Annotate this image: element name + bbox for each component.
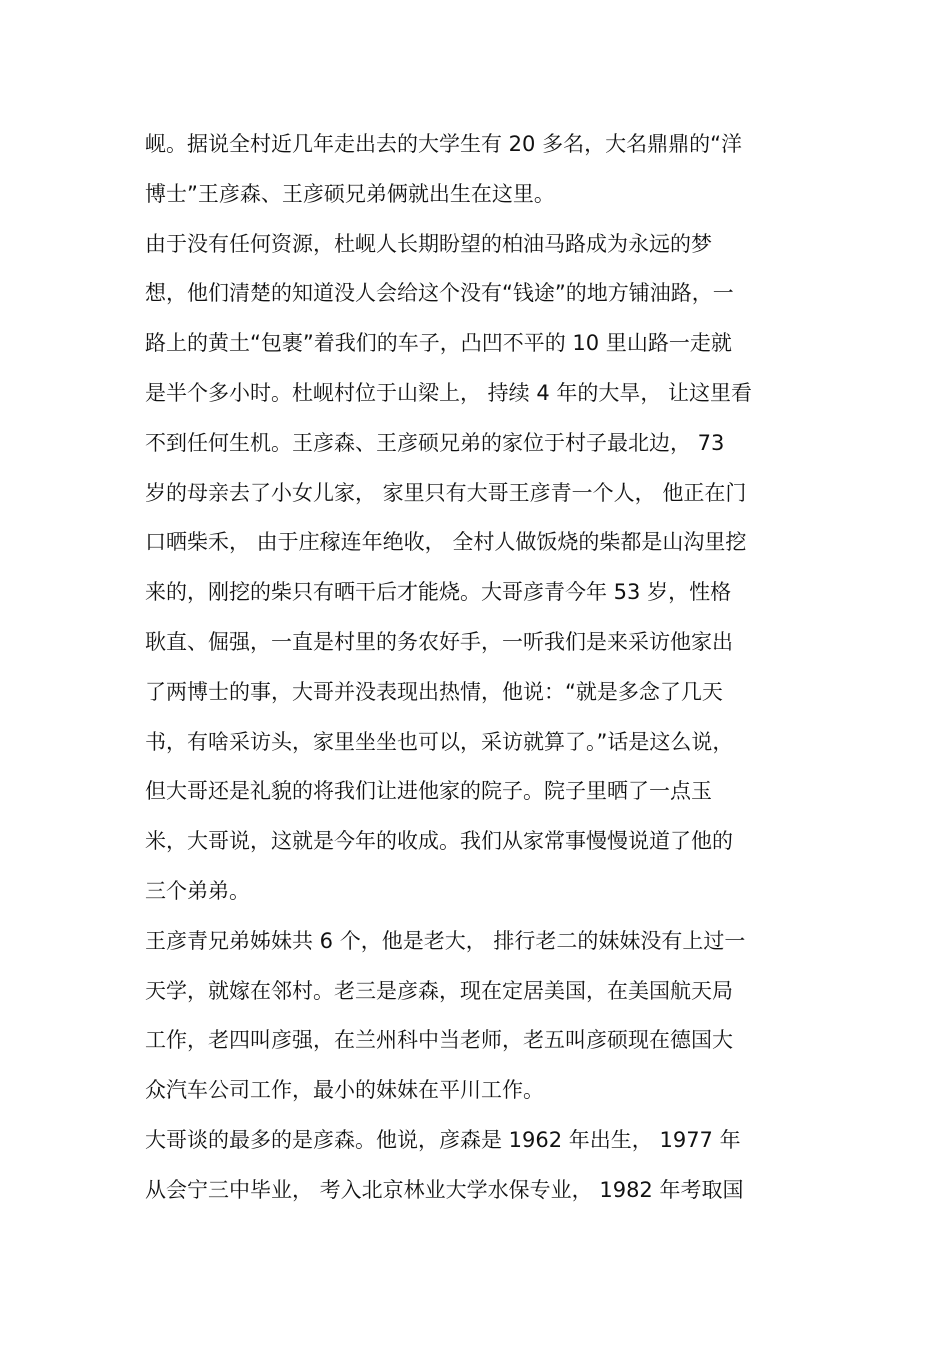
text-line: 是半个多小时。杜岘村位于山梁上， 持续 4 年的大旱， 让这里看 [145,380,753,405]
text-line: 不到任何生机。王彦森、王彦硕兄弟的家位于村子最北边， 73 [145,430,725,455]
text-line: 大哥谈的最多的是彦森。他说，彦森是 1962 年出生， 1977 年 [145,1127,741,1152]
text-line: 工作，老四叫彦强，在兰州科中当老师，老五叫彦硕现在德国大 [145,1028,733,1053]
text-line: 天学，就嫁在邻村。老三是彦森，现在定居美国，在美国航天局 [145,978,733,1003]
text-line: 岘。据说全村近几年走出去的大学生有 20 多名，大名鼎鼎的“洋 [145,132,742,156]
text-line: 口晒柴禾， 由于庄稼连年绝收， 全村人做饭烧的柴都是山沟里挖 [145,530,747,555]
text-line: 众汽车公司工作，最小的妹妹在平川工作。 [145,1078,544,1103]
text-line: 了两博士的事，大哥并没表现出热情，他说：“就是多念了几天 [145,679,723,704]
text-line: 想，他们清楚的知道没人会给这个没有“钱途”的地方铺油路，一 [145,281,734,306]
text-line: 王彦青兄弟姊妹共 6 个，他是老大， 排行老二的妹妹没有上过一 [145,928,746,953]
article-text [145,124,825,1220]
text-line: 从会宁三中毕业， 考入北京林业大学水保专业， 1982 年考取国 [145,1177,744,1202]
text-line: 由于没有任何资源，杜岘人长期盼望的柏油马路成为永远的梦 [145,231,712,256]
text-line: 来的，刚挖的柴只有晒干后才能烧。大哥彦青今年 53 岁，性格 [145,580,732,605]
text-line: 岁的母亲去了小女儿家， 家里只有大哥王彦青一个人， 他正在门 [145,480,747,505]
text-line: 三个弟弟。 [145,878,250,903]
text-line: 博士”王彦森、王彦硕兄弟俩就出生在这里。 [145,181,555,206]
text-line: 耿直、倔强，一直是村里的务农好手，一听我们是来采访他家出 [145,629,733,654]
text-line: 但大哥还是礼貌的将我们让进他家的院子。院子里晒了一点玉 [145,779,712,804]
text-line: 书，有啥采访头，家里坐坐也可以，采访就算了。”话是这么说， [145,729,734,754]
text-line: 米，大哥说，这就是今年的收成。我们从家常事慢慢说道了他的 [145,829,733,854]
text-line: 路上的黄土“包裹”着我们的车子，凸凹不平的 10 里山路一走就 [145,331,732,356]
